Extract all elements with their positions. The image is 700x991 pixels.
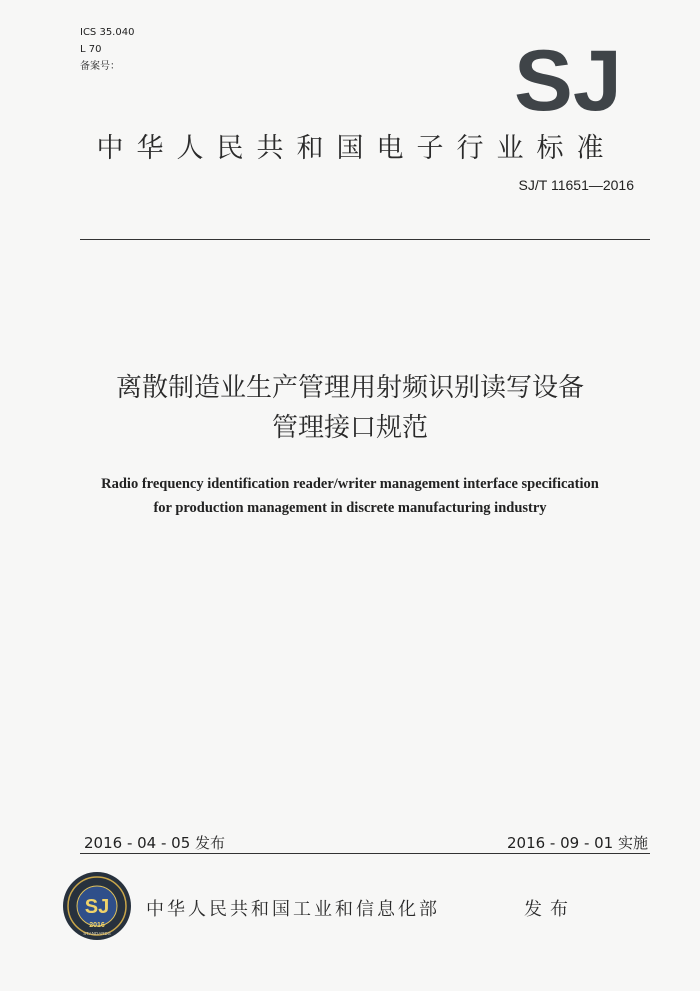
issuing-ministry: 中华人民共和国工业和信息化部: [146, 899, 440, 920]
header-metadata: [80, 24, 134, 75]
top-divider: [80, 239, 650, 240]
bottom-divider: [80, 853, 650, 854]
english-title-line-2: for production management in discrete manufacturing industry: [153, 500, 547, 516]
ics-code: ICS 35.040: [80, 27, 135, 38]
effective-date: 2016 - 09 - 01 实施: [506, 834, 648, 852]
seal-year: 2016: [89, 922, 105, 929]
org-title: 中华人民共和国电子行业标准: [96, 133, 617, 164]
filing-number-label: 备案号：: [80, 61, 120, 72]
english-title-line-1: Radio frequency identification reader/writer management interface specification: [101, 476, 599, 492]
standards-seal-icon: [62, 871, 132, 941]
chinese-title: [0, 368, 700, 448]
english-title: [0, 472, 700, 520]
chinese-title-line-1: 离散制造业生产管理用射频识别读写设备: [115, 373, 584, 403]
seal-bottom-text: STANDARDS: [83, 931, 111, 936]
ccs-code: L 70: [80, 44, 102, 55]
chinese-title-line-2: 管理接口规范: [271, 413, 428, 443]
seal-text: SJ: [84, 896, 110, 918]
publish-label: 发布: [524, 899, 576, 920]
standard-number: SJ/T 11651—2016: [518, 177, 634, 193]
issue-date: 2016 - 04 - 05 发布: [84, 834, 226, 852]
sj-logo-text: SJ: [514, 44, 622, 114]
sj-logo: [512, 44, 624, 114]
